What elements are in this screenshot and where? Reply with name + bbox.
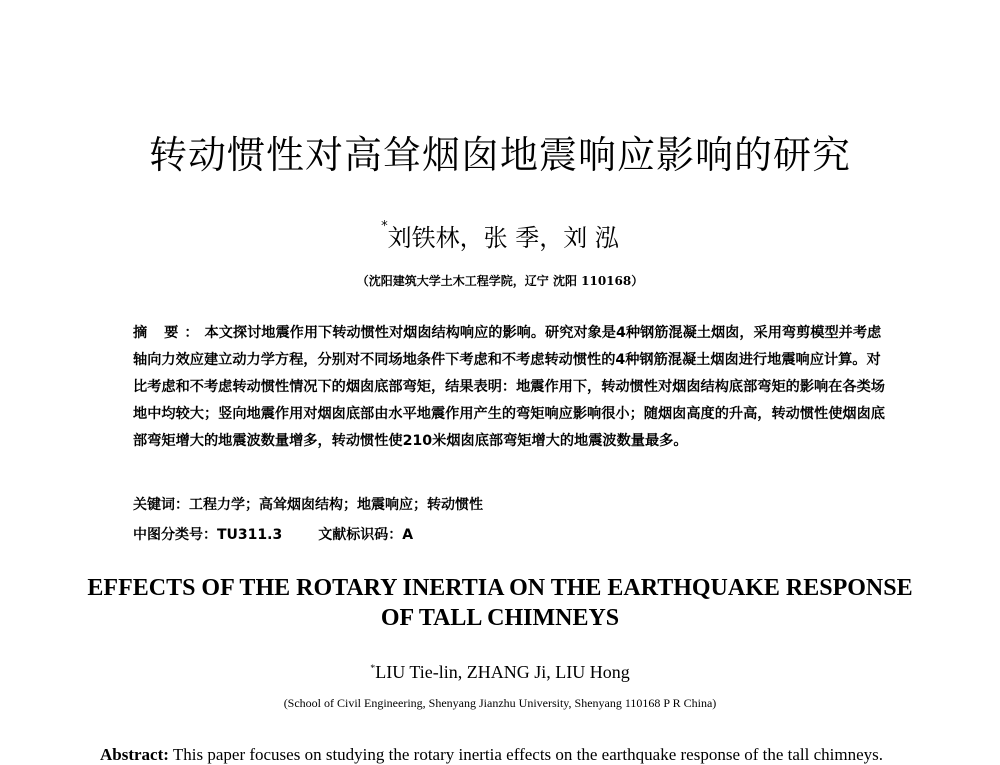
english-affiliation: (School of Civil Engineering, Shenyang Jianzhu University, Shenyang 110168 P R China) — [283, 696, 717, 710]
english-title — [0, 573, 1000, 633]
chinese-affiliation: （沈阳建筑大学土木工程学院，辽宁 沈阳 110168） — [356, 274, 644, 288]
english-authors — [0, 662, 1000, 683]
keywords-text: 工程力学；高耸烟囱结构；地震响应；转动惯性 — [189, 497, 483, 513]
english-title-line-2: OF TALL CHIMNEYS — [380, 605, 620, 631]
keywords-label: 关键词： — [133, 497, 189, 513]
english-abstract — [100, 745, 920, 765]
english-corresponding-author-mark: * — [370, 662, 376, 674]
chinese-keywords — [133, 494, 893, 514]
chinese-authors — [0, 218, 1000, 253]
doc-code-value: A — [402, 527, 414, 543]
clc-value: TU311.3 — [217, 527, 283, 543]
chinese-abstract-text: 本文探讨地震作用下转动惯性对烟囱结构响应的影响。研究对象是4种钢筋混凝土烟囱，采用弯剪模型并考虑轴向力效应建立动力学方程，分别对不同场地条件下考虑和不考虑转动惯性的4种钢筋混凝土烟囱进行地震响应计算。对比考虑和不考虑转动惯性情况下的烟囱底部弯矩，结果表明：地震作用下，转动惯性对烟囱结构底部弯矩的影响在各类场地中均较大；竖向地震作用对烟囱底部由水平地震作用产生的弯矩响应影响很小；随烟囱高度的升高，转动惯性使烟囱底部弯矩增大的地震波数量增多，转动惯性使210米烟囱底部弯矩增大的地震波数量最多。 — [133, 325, 885, 449]
chinese-title: 转动惯性对高耸烟囱地震响应影响的研究 — [148, 133, 851, 177]
chinese-abstract — [133, 320, 893, 455]
chinese-abstract-label: 摘 要： — [133, 325, 205, 341]
english-author-list: LIU Tie-lin, ZHANG Ji, LIU Hong — [375, 662, 630, 682]
classification-line — [133, 524, 893, 544]
clc-label: 中图分类号： — [133, 527, 217, 543]
chinese-author-list: 刘铁林，张 季，刘 泓 — [387, 224, 619, 252]
english-title-line-1: EFFECTS OF THE ROTARY INERTIA ON THE EARTHQUAKE RESPONSE — [87, 575, 913, 601]
english-abstract-text: This paper focuses on studying the rotary inertia effects on the earthquake response of the tall chimneys. — [172, 745, 884, 764]
doc-code-label: 文献标识码： — [318, 527, 403, 543]
corresponding-author-mark: * — [381, 219, 388, 235]
english-abstract-label: Abstract: — [100, 745, 169, 764]
